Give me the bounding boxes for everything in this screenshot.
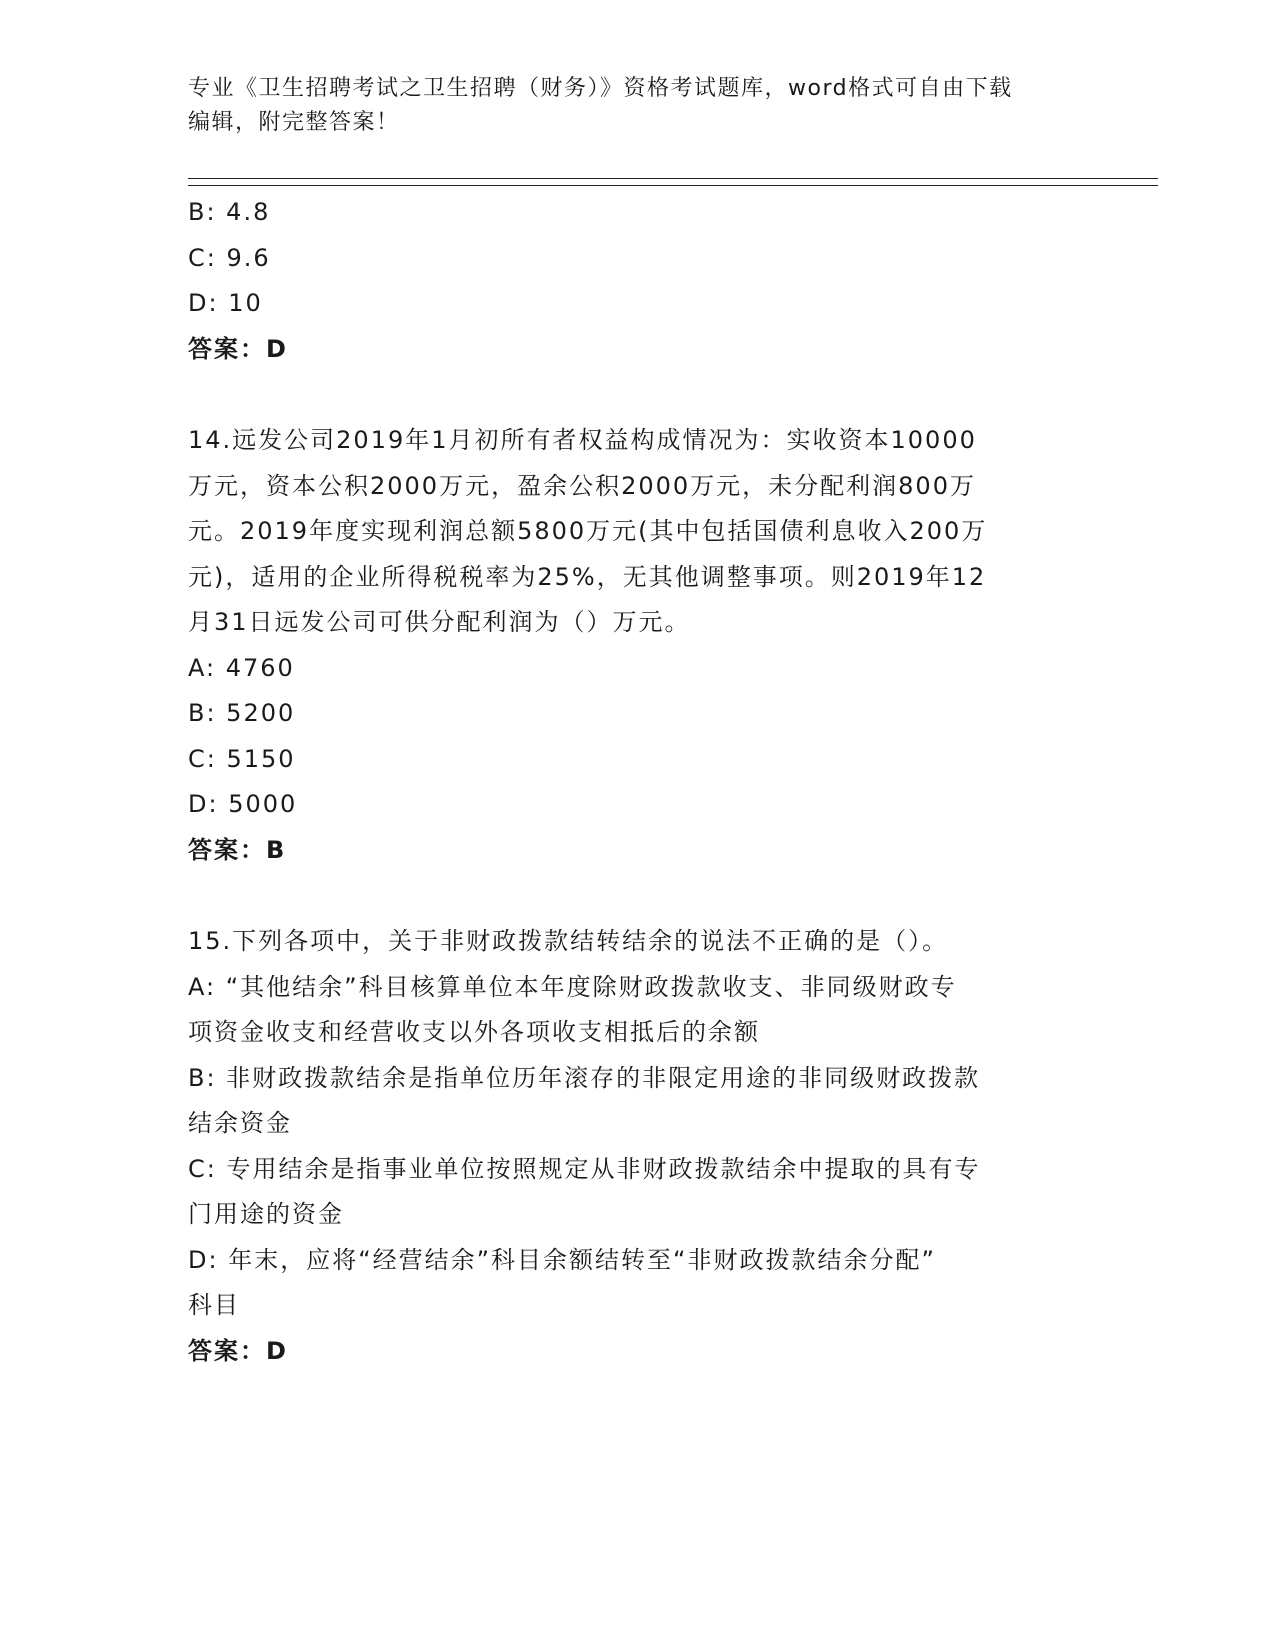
option-c-line: 门用途的资金 — [188, 1200, 344, 1228]
option-c: C: 5150 — [188, 744, 296, 773]
question-stem-line: 元)，适用的企业所得税税率为25%，无其他调整事项。则2019年12 — [188, 562, 987, 591]
question-15 — [188, 919, 1088, 1374]
answer: 答案：D — [188, 334, 288, 363]
header-line-2: 编辑，附完整答案！ — [188, 110, 400, 135]
question-14 — [188, 418, 1088, 873]
option-a: A: 4760 — [188, 653, 295, 682]
question-stem: 15.下列各项中，关于非财政拨款结转结余的说法不正确的是（）。 — [188, 927, 949, 955]
question-stem-line: 元。2019年度实现利润总额5800万元(其中包括国债利息收入200万 — [188, 517, 988, 545]
header-line-1: 专业《卫生招聘考试之卫生招聘（财务）》资格考试题库，word格式可自由下载 — [188, 76, 1013, 101]
option-a-line: A: “其他结余”科目核算单位本年度除财政拨款收支、非同级财政专 — [188, 972, 957, 1001]
option-b: B: 4.8 — [188, 198, 271, 226]
question-13 — [188, 190, 1088, 372]
option-d-line: D: 年末，应将“经营结余”科目余额结转至“非财政拨款结余分配” — [188, 1245, 936, 1274]
option-a-line: 项资金收支和经营收支以外各项收支相抵后的余额 — [188, 1018, 760, 1046]
option-b-line: 结余资金 — [188, 1109, 292, 1137]
option-b: B: 5200 — [188, 699, 296, 727]
option-d: D: 5000 — [188, 790, 298, 818]
option-c: C: 9.6 — [188, 243, 271, 272]
option-d-line: 科目 — [188, 1291, 240, 1319]
question-stem-line: 月31日远发公司可供分配利润为（）万元。 — [188, 608, 691, 636]
document-header — [188, 72, 1088, 140]
spacer — [188, 873, 1088, 919]
question-stem-line: 万元，资本公积2000万元，盈余公积2000万元，未分配利润800万 — [188, 471, 976, 500]
spacer — [188, 372, 1088, 418]
answer: 答案：B — [188, 835, 287, 864]
option-c-line: C: 专用结余是指事业单位按照规定从非财政拨款结余中提取的具有专 — [188, 1154, 981, 1183]
answer: 答案：D — [188, 1336, 288, 1365]
question-stem-line: 14.远发公司2019年1月初所有者权益构成情况为：实收资本10000 — [188, 426, 977, 454]
option-b-line: B: 非财政拨款结余是指单位历年滚存的非限定用途的非同级财政拨款 — [188, 1063, 981, 1092]
option-d: D: 10 — [188, 289, 263, 317]
document-body — [188, 190, 1088, 1374]
header-divider — [188, 178, 1158, 186]
